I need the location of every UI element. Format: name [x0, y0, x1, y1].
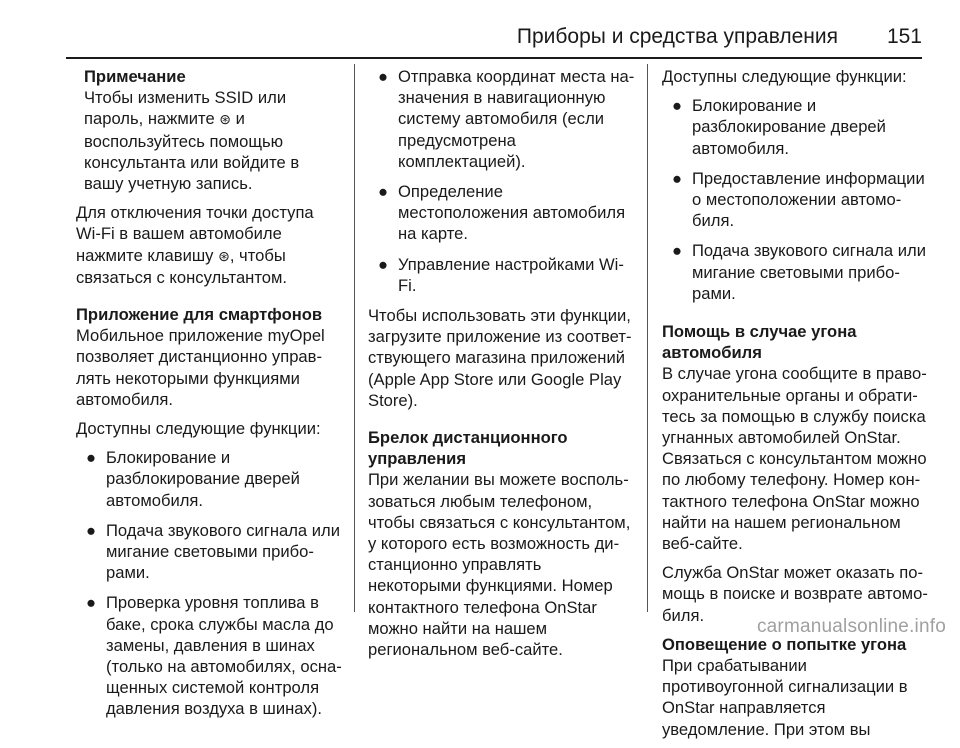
column-divider-1 [354, 64, 355, 612]
list-item-text: Проверка уровня топлива в баке, срока службы масла до замены, давления в шинах (только на автомобилях, оснащенных системой контроля давления воздуха в шинах). [106, 593, 342, 719]
list-item [368, 254, 636, 296]
paragraph-myopel: Мобильное приложение myOpel позволяет дистанционно управлять некоторыми функциями автомобиля. [76, 326, 325, 409]
note-title: Примечание [84, 67, 186, 86]
bullet-icon: ● [378, 67, 389, 86]
bullet-icon: ● [378, 254, 389, 274]
bullet-icon: ● [672, 241, 683, 261]
watermark-text: carmanualsonline.info [756, 616, 946, 637]
paragraph-remote-phone: При желании вы можете воспользоваться любым телефоном, чтобы связаться с консультантом, у которого есть возможность дистанционно управлять некоторыми функциями. Номер контактного телефона OnStar можно найти на нашем региональном веб-сайте. [368, 470, 631, 660]
list-item [662, 95, 930, 159]
paragraph-download-app: Чтобы использовать эти функции, загрузите приложение из соответствующего магазина приложений (Apple App Store или Google Play Store). [368, 306, 632, 410]
list-item-text: Блокирование и разблокирование дверей автомобиля. [692, 96, 886, 158]
heading-remote-key: Брелок дистанционного управления [368, 428, 568, 469]
page-number: 151 [886, 25, 922, 48]
note-box [84, 66, 342, 194]
bullet-icon: ● [86, 448, 97, 468]
list-item-text: Отправка координат места назначения в навигационную систему автомобиля (если предусмотрена комплектацией). [398, 67, 635, 171]
bullet-icon: ● [672, 96, 683, 116]
onstar-service-button-icon: ⊛ [218, 247, 230, 264]
heading-theft-alert: Оповещение о попытке угона [662, 634, 907, 654]
list-item [368, 66, 636, 172]
list-item [76, 447, 342, 511]
note-text-start: Чтобы изменить SSID или пароль, нажмите [84, 88, 287, 129]
column-2 [368, 66, 636, 668]
list-item-text: Подача звукового сигнала или мигание световыми приборами. [106, 520, 340, 583]
paragraph-functions: Доступны следующие функции: [76, 419, 321, 439]
bullet-list-3 [662, 95, 930, 304]
list-item [76, 520, 342, 584]
list-item-text: Предоставление информации о местоположении автомобиля. [692, 168, 925, 231]
header-rule [66, 57, 922, 59]
list-item-text: Управление настройками Wi-Fi. [398, 254, 624, 295]
heading-smartphone-app: Приложение для смартфонов [76, 305, 323, 325]
onstar-service-button-icon: ⊛ [219, 111, 232, 128]
bullet-icon: ● [672, 168, 683, 188]
paragraph-theft-report: В случае угона сообщите в правоохранительные органы и обратитесь за помощью в службу поиска угнанных автомобилей OnStar. Связаться с консультантом можно по любому телефону. Номер контактного телефона OnStar можно найти на нашем региональном веб-сайте. [662, 364, 927, 554]
paragraph-onstar-help: Служба OnStar может оказать помощь в поиске и возврате автомобиля. [662, 563, 928, 625]
bullet-icon: ● [86, 520, 97, 540]
paragraph-functions: Доступны следующие функции: [662, 67, 907, 86]
column-3 [662, 66, 930, 748]
bullet-icon: ● [86, 593, 97, 613]
running-title: Приборы и средства управления [516, 25, 838, 48]
paragraph-wifi-off-start: Для отключения точки доступа Wi-Fi в вашем автомобиле нажмите клавишу [76, 203, 314, 265]
list-item-text: Блокирование и разблокирование дверей автомобиля. [106, 448, 300, 510]
page-header [0, 0, 960, 58]
paragraph-alarm-notification: При срабатывании противоугонной сигнализации в OnStar направляется уведомление. При этом вы [662, 656, 908, 739]
list-item-text: Подача звукового сигнала или мигание световыми приборами. [692, 241, 926, 303]
bullet-list-1 [76, 447, 342, 719]
column-divider-2 [647, 64, 648, 612]
list-item [368, 181, 636, 245]
list-item [662, 240, 930, 304]
paragraph-wifi-off-end: , чтобы связаться с консультантом. [76, 245, 287, 287]
bullet-list-2 [368, 66, 636, 296]
list-item [662, 168, 930, 232]
column-1 [76, 66, 342, 729]
heading-theft-assistance: Помощь в случае угона автомобиля [662, 322, 857, 363]
note-text [84, 87, 342, 194]
list-item [76, 592, 342, 719]
bullet-icon: ● [378, 182, 389, 202]
list-item-text: Определение местоположения автомобиля на карте. [398, 182, 626, 244]
note-text-end: и воспользуйтесь помощью консультанта или войдите в вашу учетную запись. [84, 109, 300, 194]
paragraph-wifi-off [76, 202, 342, 288]
